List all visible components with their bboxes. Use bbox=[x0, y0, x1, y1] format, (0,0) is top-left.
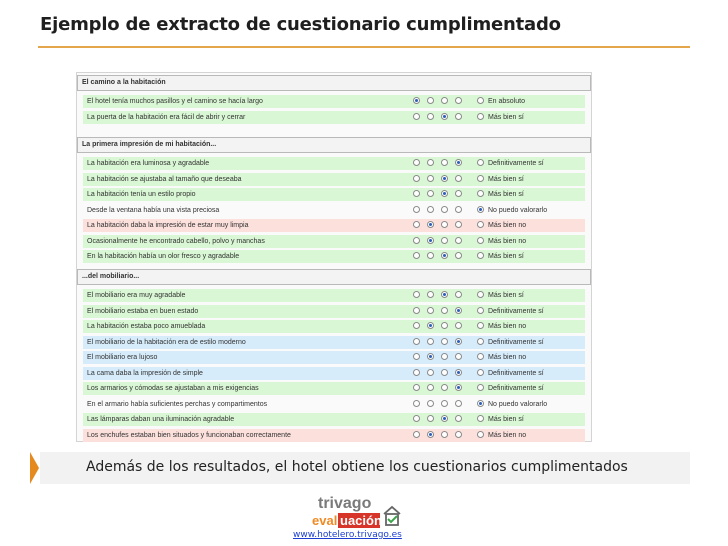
radio-button[interactable] bbox=[477, 175, 484, 182]
logo-house-check-icon bbox=[384, 507, 400, 525]
logo-text-top: trivago bbox=[318, 495, 372, 512]
radio-button[interactable] bbox=[427, 400, 434, 407]
radio-button[interactable] bbox=[427, 369, 434, 376]
radio-button[interactable] bbox=[413, 307, 420, 314]
radio-button[interactable] bbox=[441, 97, 448, 104]
radio-button-selected[interactable] bbox=[455, 369, 462, 376]
question-text: En el armario había suficientes perchas y compartimentos bbox=[87, 400, 268, 408]
radio-button[interactable] bbox=[441, 307, 448, 314]
question-row bbox=[83, 95, 585, 108]
answer-label: Más bien sí bbox=[488, 175, 524, 183]
question-text: El mobiliario era lujoso bbox=[87, 354, 158, 361]
radio-button[interactable] bbox=[413, 113, 420, 120]
radio-button[interactable] bbox=[455, 415, 462, 422]
radio-button[interactable] bbox=[427, 338, 434, 345]
radio-button[interactable] bbox=[413, 291, 420, 298]
question-row bbox=[83, 320, 585, 333]
radio-button[interactable] bbox=[477, 369, 484, 376]
question-text: En la habitación había un olor fresco y agradable bbox=[87, 253, 240, 260]
question-text: La habitación tenía un estilo propio bbox=[87, 191, 196, 198]
radio-button[interactable] bbox=[477, 307, 484, 314]
radio-button[interactable] bbox=[413, 431, 420, 438]
radio-button-selected[interactable] bbox=[441, 415, 448, 422]
radio-button-selected[interactable] bbox=[477, 400, 484, 407]
question-text: La puerta de la habitación era fácil de abrir y cerrar bbox=[87, 113, 246, 121]
radio-button[interactable] bbox=[441, 384, 448, 391]
question-row bbox=[83, 188, 585, 201]
radio-button[interactable] bbox=[413, 322, 420, 329]
question-row bbox=[83, 289, 585, 302]
radio-button[interactable] bbox=[413, 190, 420, 197]
question-row bbox=[83, 111, 585, 124]
radio-button[interactable] bbox=[455, 206, 462, 213]
radio-button[interactable] bbox=[477, 113, 484, 120]
radio-button[interactable] bbox=[427, 113, 434, 120]
radio-button[interactable] bbox=[477, 97, 484, 104]
radio-button[interactable] bbox=[427, 384, 434, 391]
radio-button[interactable] bbox=[441, 369, 448, 376]
radio-button[interactable] bbox=[427, 307, 434, 314]
radio-button[interactable] bbox=[413, 384, 420, 391]
title-divider bbox=[38, 46, 690, 48]
answer-label: Más bien sí bbox=[488, 416, 524, 423]
answer-label: Más bien sí bbox=[488, 191, 524, 198]
radio-button[interactable] bbox=[413, 206, 420, 213]
radio-button[interactable] bbox=[455, 322, 462, 329]
banner-arrow-marker bbox=[30, 452, 39, 484]
radio-button-selected[interactable] bbox=[427, 237, 434, 244]
question-row bbox=[83, 367, 585, 380]
answer-label: Más bien sí bbox=[488, 253, 524, 260]
radio-button[interactable] bbox=[455, 252, 462, 259]
answer-label: Más bien no bbox=[488, 222, 527, 229]
radio-button-selected[interactable] bbox=[477, 206, 484, 213]
question-row bbox=[83, 429, 585, 442]
radio-button[interactable] bbox=[413, 353, 420, 360]
questionnaire-form bbox=[76, 72, 592, 442]
section-title: El camino a la habitación bbox=[77, 75, 591, 91]
answer-label: Definitivamente sí bbox=[488, 338, 544, 346]
radio-button[interactable] bbox=[441, 338, 448, 345]
radio-button[interactable] bbox=[455, 291, 462, 298]
radio-button[interactable] bbox=[441, 322, 448, 329]
answer-label: Definitivamente sí bbox=[488, 369, 544, 377]
radio-button[interactable] bbox=[477, 415, 484, 422]
question-text: La habitación daba la impresión de estar muy limpia bbox=[87, 222, 249, 229]
question-row bbox=[83, 305, 585, 318]
radio-button[interactable] bbox=[477, 431, 484, 438]
radio-button[interactable] bbox=[427, 97, 434, 104]
question-row bbox=[83, 173, 585, 186]
radio-button[interactable] bbox=[477, 322, 484, 329]
question-row bbox=[83, 351, 585, 364]
question-row bbox=[83, 235, 585, 248]
radio-button[interactable] bbox=[441, 221, 448, 228]
question-text: Desde la ventana había una vista preciosa bbox=[87, 206, 220, 214]
question-row bbox=[83, 398, 585, 411]
question-text: La habitación estaba poco amueblada bbox=[87, 323, 206, 330]
question-row bbox=[83, 250, 585, 263]
radio-button[interactable] bbox=[427, 190, 434, 197]
radio-button[interactable] bbox=[427, 206, 434, 213]
radio-button[interactable] bbox=[441, 400, 448, 407]
radio-button[interactable] bbox=[427, 415, 434, 422]
radio-button[interactable] bbox=[455, 190, 462, 197]
radio-button-selected[interactable] bbox=[455, 159, 462, 166]
answer-label: Más bien no bbox=[488, 354, 527, 361]
radio-button[interactable] bbox=[413, 338, 420, 345]
radio-button-selected[interactable] bbox=[427, 322, 434, 329]
radio-button-selected[interactable] bbox=[427, 353, 434, 360]
section-title: ...del mobiliario... bbox=[77, 269, 591, 285]
radio-button-selected[interactable] bbox=[455, 338, 462, 345]
summary-banner-text: Además de los resultados, el hotel obtiene los cuestionarios cumplimentados bbox=[86, 459, 628, 475]
question-text: El mobiliario de la habitación era de estilo moderno bbox=[87, 338, 246, 346]
radio-button[interactable] bbox=[441, 206, 448, 213]
radio-button[interactable] bbox=[477, 291, 484, 298]
radio-button-selected[interactable] bbox=[441, 175, 448, 182]
page-title: Ejemplo de extracto de cuestionario cumplimentado bbox=[40, 14, 561, 35]
answer-label: Más bien sí bbox=[488, 113, 524, 121]
answer-label: Más bien no bbox=[488, 431, 527, 439]
radio-button[interactable] bbox=[477, 353, 484, 360]
answer-label: Más bien no bbox=[488, 237, 527, 245]
answer-label: Definitivamente sí bbox=[488, 307, 544, 315]
radio-button[interactable] bbox=[413, 237, 420, 244]
radio-button[interactable] bbox=[455, 431, 462, 438]
radio-button[interactable] bbox=[455, 97, 462, 104]
radio-button[interactable] bbox=[455, 353, 462, 360]
radio-button[interactable] bbox=[477, 384, 484, 391]
radio-button[interactable] bbox=[477, 338, 484, 345]
radio-button[interactable] bbox=[441, 237, 448, 244]
footer-website-link[interactable]: www.hotelero.trivago.es bbox=[293, 530, 402, 540]
radio-button[interactable] bbox=[427, 291, 434, 298]
question-row bbox=[83, 219, 585, 232]
answer-label: No puedo valorarlo bbox=[488, 400, 548, 408]
radio-button[interactable] bbox=[427, 175, 434, 182]
question-text: Las lámparas daban una iluminación agradable bbox=[87, 416, 235, 423]
radio-button-selected[interactable] bbox=[441, 252, 448, 259]
radio-button-selected[interactable] bbox=[441, 113, 448, 120]
radio-button[interactable] bbox=[477, 252, 484, 259]
question-row bbox=[83, 157, 585, 170]
question-row bbox=[83, 413, 585, 426]
section-title: La primera impresión de mi habitación... bbox=[77, 137, 591, 153]
question-row bbox=[83, 336, 585, 349]
answer-label: Definitivamente sí bbox=[488, 385, 544, 392]
radio-button[interactable] bbox=[477, 237, 484, 244]
radio-button-selected[interactable] bbox=[441, 291, 448, 298]
radio-button[interactable] bbox=[413, 221, 420, 228]
radio-button[interactable] bbox=[477, 190, 484, 197]
radio-button[interactable] bbox=[455, 175, 462, 182]
question-text: La cama daba la impresión de simple bbox=[87, 369, 203, 377]
radio-button[interactable] bbox=[441, 353, 448, 360]
radio-button-selected[interactable] bbox=[427, 221, 434, 228]
radio-button-selected[interactable] bbox=[413, 97, 420, 104]
question-text: La habitación era luminosa y agradable bbox=[87, 160, 210, 167]
radio-button[interactable] bbox=[413, 159, 420, 166]
question-text: Ocasionalmente he encontrado cabello, polvo y manchas bbox=[87, 237, 265, 245]
radio-button[interactable] bbox=[455, 237, 462, 244]
question-text: La habitación se ajustaba al tamaño que deseaba bbox=[87, 175, 242, 183]
radio-button[interactable] bbox=[413, 175, 420, 182]
radio-button[interactable] bbox=[413, 400, 420, 407]
radio-button[interactable] bbox=[413, 252, 420, 259]
logo-text-eval: eval bbox=[312, 513, 338, 528]
radio-button[interactable] bbox=[427, 159, 434, 166]
radio-button[interactable] bbox=[413, 369, 420, 376]
trivago-evaluacion-logo bbox=[306, 492, 406, 532]
logo-text-uacion: uación bbox=[340, 513, 382, 528]
radio-button[interactable] bbox=[455, 113, 462, 120]
radio-button-selected[interactable] bbox=[455, 384, 462, 391]
question-row bbox=[83, 382, 585, 395]
question-text: Los armarios y cómodas se ajustaban a mis exigencias bbox=[87, 385, 259, 392]
radio-button[interactable] bbox=[441, 431, 448, 438]
question-text: El mobiliario era muy agradable bbox=[87, 292, 186, 299]
answer-label: Más bien sí bbox=[488, 292, 524, 299]
answer-label: No puedo valorarlo bbox=[488, 206, 548, 214]
radio-button[interactable] bbox=[413, 415, 420, 422]
answer-label: En absoluto bbox=[488, 98, 525, 105]
radio-button[interactable] bbox=[455, 400, 462, 407]
radio-button[interactable] bbox=[455, 221, 462, 228]
radio-button[interactable] bbox=[477, 221, 484, 228]
radio-button-selected[interactable] bbox=[455, 307, 462, 314]
answer-label: Más bien no bbox=[488, 323, 527, 330]
question-row bbox=[83, 204, 585, 217]
radio-button-selected[interactable] bbox=[441, 190, 448, 197]
answer-label: Definitivamente sí bbox=[488, 160, 544, 167]
question-text: El hotel tenía muchos pasillos y el camino se hacía largo bbox=[87, 98, 263, 105]
question-text: El mobiliario estaba en buen estado bbox=[87, 307, 199, 315]
radio-button-selected[interactable] bbox=[427, 431, 434, 438]
radio-button[interactable] bbox=[441, 159, 448, 166]
question-text: Los enchufes estaban bien situados y funcionaban correctamente bbox=[87, 431, 291, 439]
radio-button[interactable] bbox=[477, 159, 484, 166]
radio-button[interactable] bbox=[427, 252, 434, 259]
